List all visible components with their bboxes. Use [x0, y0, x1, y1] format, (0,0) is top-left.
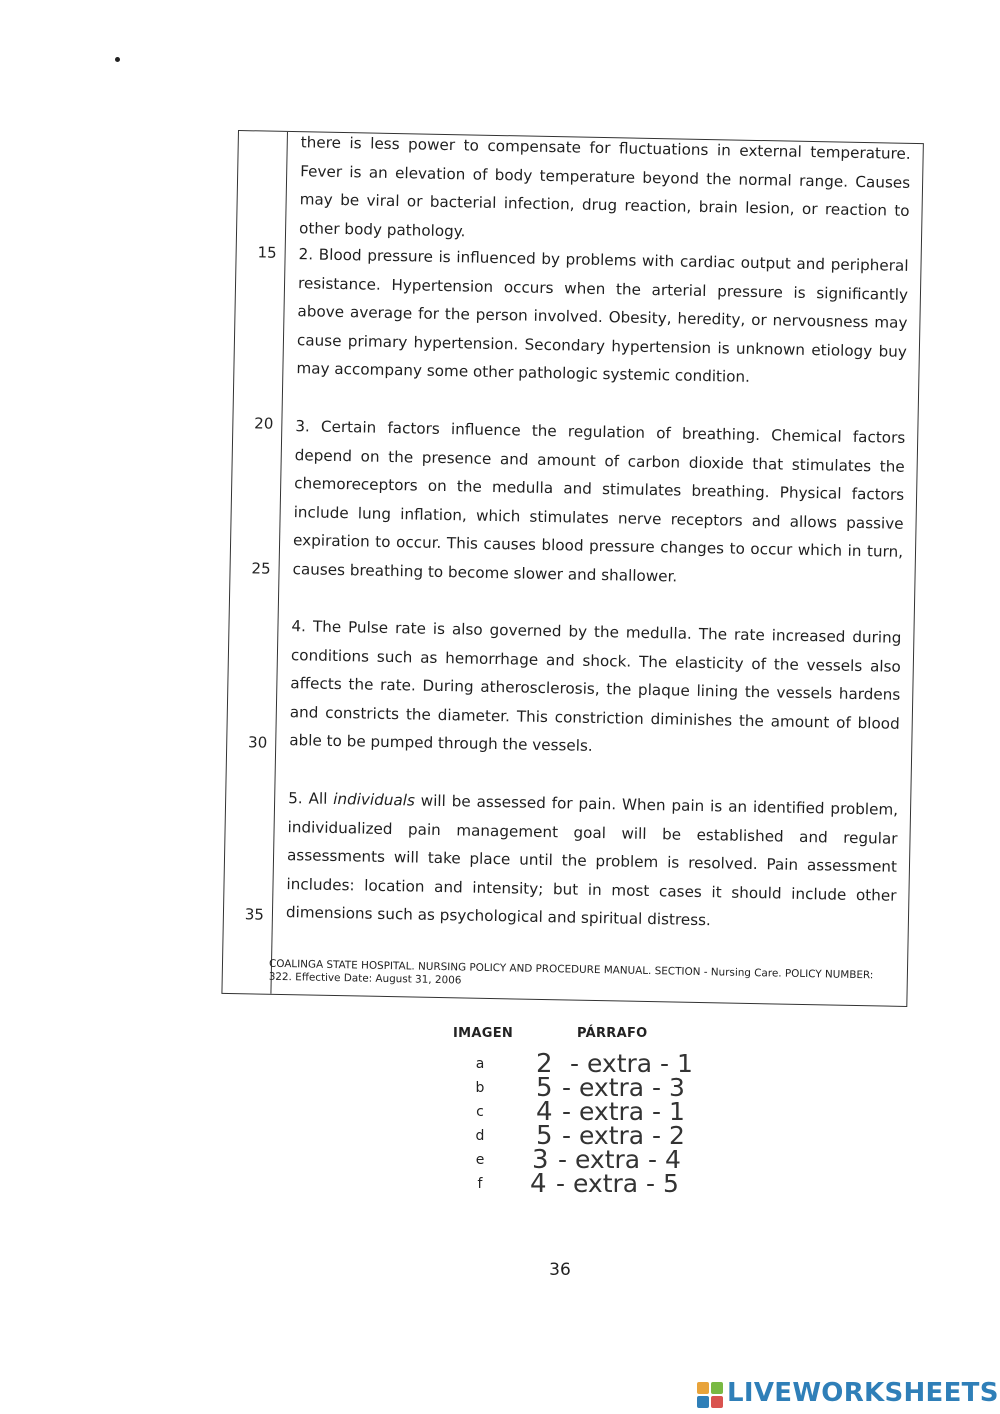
answer-extra[interactable]: - extra - 3 [562, 1073, 685, 1102]
column-header-image: IMAGEN [453, 1026, 514, 1041]
line-number-20: 20 [254, 414, 274, 433]
liveworksheets-icon [697, 1382, 723, 1408]
answer-number[interactable]: 5 [536, 1121, 553, 1151]
liveworksheets-wordmark: LIVEWORKSHEETS [727, 1378, 999, 1408]
answer-number[interactable]: 3 [532, 1145, 549, 1175]
answer-number[interactable]: 4 [530, 1169, 547, 1199]
answer-number[interactable]: 2 [536, 1049, 553, 1079]
column-header-paragraph: PÁRRAFO [577, 1026, 648, 1041]
paragraph-pain-start: 5. All [288, 789, 334, 808]
answer-extra[interactable]: - extra - 1 [562, 1097, 685, 1126]
answer-number[interactable]: 5 [536, 1073, 553, 1103]
paragraph-temperature: there is less power to compensate for fluctuations in external temperature. Fever is an elevation of body temperature beyond the normal range. Causes may be viral or bacterial infection, drug reaction, brain lesion, or reaction to other body pathology. [298, 133, 911, 241]
paragraph-pain-emphasis: individuals [333, 789, 416, 810]
answer-letter: c [476, 1104, 484, 1120]
paragraph-pulse: 4. The Pulse rate is also governed by the medulla. The rate increased during conditions such as hemorrhage and shock. The elasticity of the vessels also affects the rate. During atherosclerosis, the plaque lining the vessels hardens and constricts the diameter. This constriction diminishes the amount of blood able to be pumped through the vessels. [289, 617, 902, 756]
answer-letter: b [475, 1080, 485, 1096]
page-number: 36 [549, 1260, 571, 1280]
answer-letter: d [475, 1128, 485, 1144]
line-number-15: 15 [257, 243, 277, 262]
line-number-35: 35 [244, 905, 265, 924]
answer-letter: e [475, 1152, 485, 1168]
paragraph-breathing: 3. Certain factors influence the regulation of breathing. Chemical factors depend on the presence and amount of carbon dioxide that stimulates the chemoreceptors on the medulla and stimulates breathing. Physical factors include lung inflation, which stimulates nerve receptors and allows passive expiration to occur. This causes blood pressure changes to occur which in turn, causes breathing to become slower and shallower. [292, 417, 906, 586]
source-citation: COALINGA STATE HOSPITAL. NURSING POLICY AND PROCEDURE MANUAL. SECTION - Nursing Care. POLICY NUMBER: 322. Effective Date: August 31, 2006 [268, 957, 874, 987]
answer-letter: f [477, 1176, 483, 1192]
answer-extra[interactable]: - extra - 4 [558, 1145, 681, 1174]
paragraph-pain [286, 784, 899, 939]
paragraph-pain-rest: will be assessed for pain. When pain is an identified problem, individualized pain management goal will be established and regular assessments will take place until the problem is resolved. Pain assessment includes: location and intensity; but in most cases it should include other dimensions such as psychological and spiritual distress. [285, 791, 899, 930]
line-number-25: 25 [251, 559, 271, 578]
paragraph-blood-pressure: 2. Blood pressure is influenced by problems with cardiac output and peripheral resistance. Hypertension occurs when the arterial pressure is significantly above average for the person involved. Obesity, heredity, or nervousness may cause primary hypertension. Secondary hypertension is unknown etiology buy may accompany some other pathologic systemic condition. [296, 245, 909, 387]
answer-extra[interactable]: - extra - 5 [556, 1169, 679, 1198]
answer-key [440, 1022, 740, 1202]
line-number-30: 30 [247, 733, 268, 752]
policy-excerpt-box [221, 130, 923, 1007]
answer-extra[interactable]: - extra - 1 [570, 1049, 693, 1078]
answer-extra[interactable]: - extra - 2 [562, 1121, 685, 1150]
stray-mark [115, 57, 120, 62]
answer-letter: a [475, 1056, 485, 1072]
answer-number[interactable]: 4 [536, 1097, 553, 1127]
answer-row [440, 1169, 740, 1199]
